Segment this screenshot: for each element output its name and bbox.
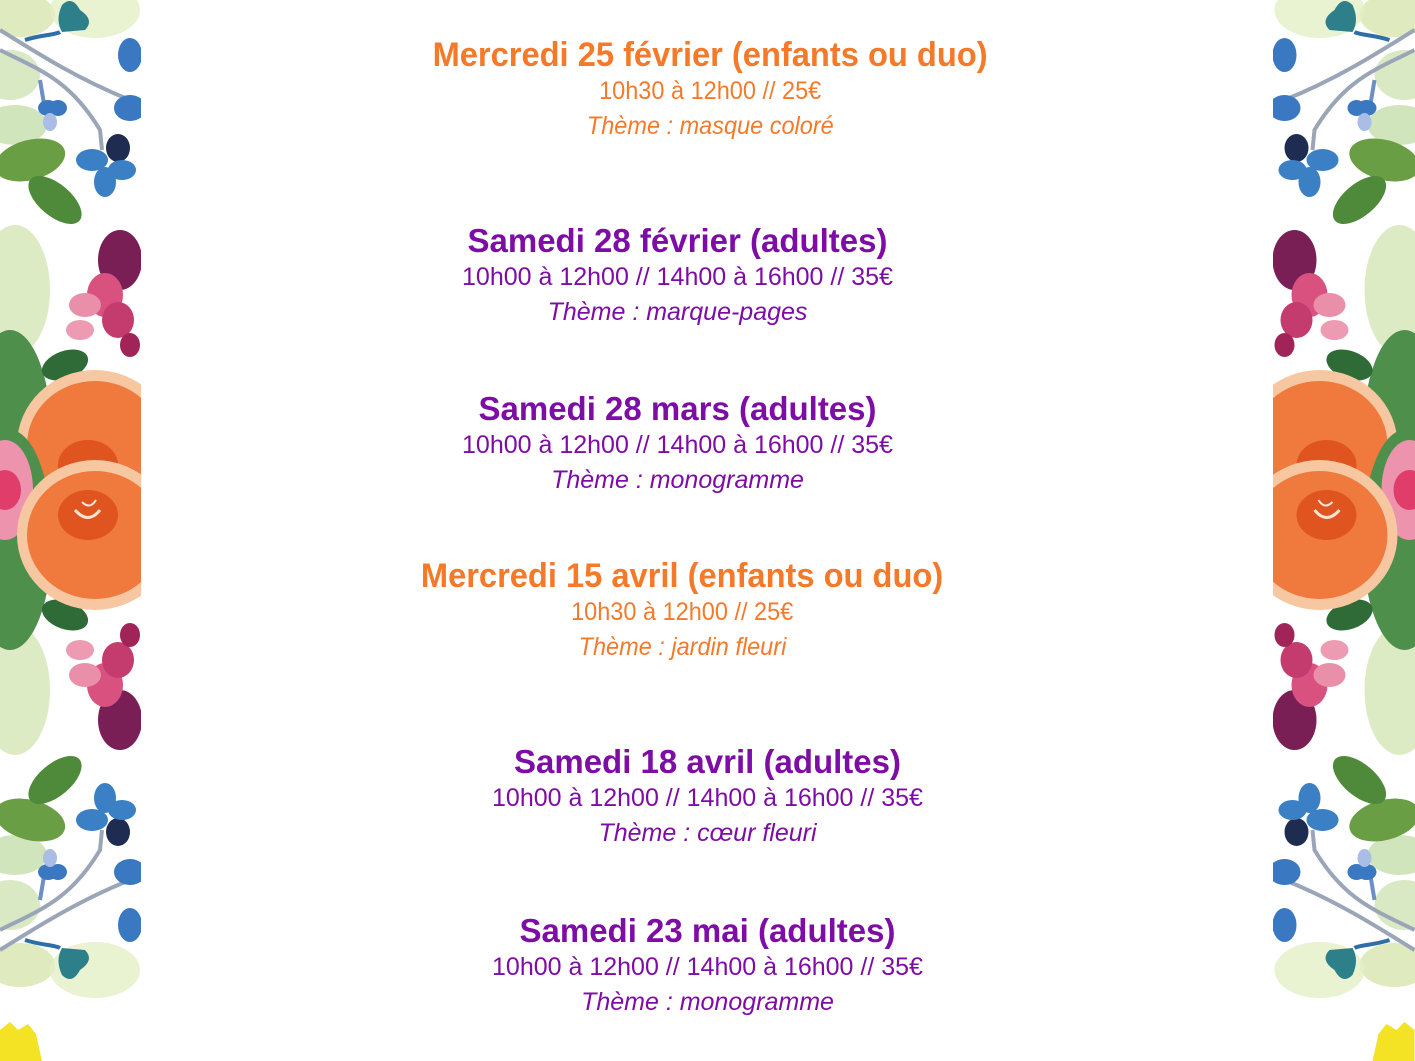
- workshop-time: 10h00 à 12h00 // 14h00 à 16h00 // 35€: [492, 784, 923, 812]
- workshop-title: Samedi 23 mai (adultes): [519, 912, 896, 949]
- workshop-title: Samedi 28 mars (adultes): [478, 390, 877, 427]
- workshop-theme: Thème : marque-pages: [547, 298, 808, 326]
- workshop-block: [440, 912, 975, 1020]
- floral-border-icon: [1273, 0, 1415, 1061]
- workshop-theme: Thème : monogramme: [581, 988, 834, 1016]
- workshop-time: 10h30 à 12h00 // 25€: [598, 77, 822, 105]
- workshop-block: [350, 557, 1015, 665]
- workshop-time: 10h00 à 12h00 // 14h00 à 16h00 // 35€: [462, 431, 893, 459]
- workshop-title: Mercredi 15 avril (enfants ou duo): [421, 557, 944, 595]
- workshop-title: Mercredi 25 février (enfants ou duo): [432, 36, 988, 74]
- workshop-theme: Thème : cœur fleuri: [598, 819, 817, 847]
- floral-border-left: [0, 0, 141, 1061]
- workshop-title: Samedi 28 février (adultes): [467, 222, 888, 259]
- workshop-time: 10h00 à 12h00 // 14h00 à 16h00 // 35€: [492, 953, 923, 981]
- floral-border-right: [1273, 0, 1415, 1061]
- workshop-theme: Thème : monogramme: [551, 466, 804, 494]
- workshop-block: [410, 390, 945, 498]
- workshop-time: 10h00 à 12h00 // 14h00 à 16h00 // 35€: [462, 263, 893, 291]
- workshop-title: Samedi 18 avril (adultes): [514, 743, 901, 780]
- workshop-block: [380, 36, 1040, 144]
- workshop-block: [440, 743, 975, 851]
- workshop-theme: Thème : jardin fleuri: [578, 633, 787, 661]
- workshop-block: [410, 222, 945, 330]
- workshop-time: 10h30 à 12h00 // 25€: [571, 598, 794, 626]
- floral-border-icon: [0, 0, 141, 1061]
- workshop-theme: Thème : masque coloré: [586, 112, 834, 140]
